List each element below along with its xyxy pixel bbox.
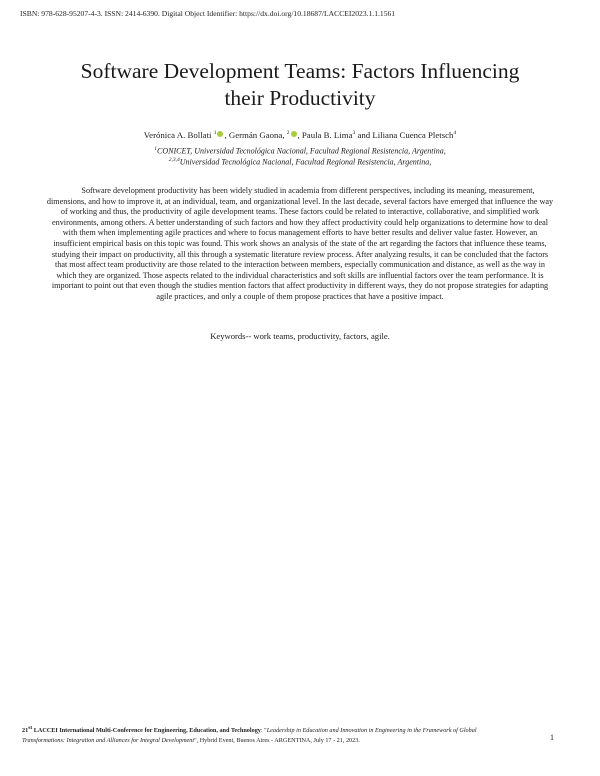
title-line-1: Software Development Teams: Factors Influencing	[80, 59, 520, 83]
doi-header: ISBN: 978-628-95207-4-3. ISSN: 2414-6390. Digital Object Identifier: https://dx.doi.org/10.18687/LACCEI2023.1.1.1561	[20, 9, 396, 18]
footer-theme-line-1: Leadership in Education and Innovation in Engineering in the Framework of Global	[266, 727, 477, 735]
footer-theme-line-2: Transformations: Integration and Alliances for Integral Development	[22, 737, 195, 745]
abstract	[45, 186, 555, 303]
author-1: Verónica A. Bollati	[143, 129, 212, 140]
affiliation-2-sup: 2,3,4	[168, 157, 180, 163]
author-3: Paula B. Lima	[301, 129, 353, 140]
footer-event-details: ", Hybrid Event, Buenos Aires - ARGENTINA, July 17 - 21, 2023.	[194, 737, 360, 745]
orcid-icon[interactable]	[217, 131, 223, 137]
author-2-sup: 2	[286, 130, 290, 136]
page-number: 1	[550, 733, 554, 742]
affiliation-1-sup: 1	[154, 146, 158, 152]
orcid-icon[interactable]	[291, 131, 297, 137]
affiliation-2-text: Universidad Tecnológica Nacional, Facultad Regional Resistencia, Argentina,	[179, 157, 432, 167]
title-line-2: their Productivity	[224, 86, 376, 110]
affiliation-1-text: CONICET, Universidad Tecnológica Nacional, Facultad Regional Resistencia, Argentina,	[157, 146, 446, 156]
author-conjunction: and	[357, 129, 371, 140]
author-3-sup: 3	[352, 130, 356, 136]
author-4-sup: 4	[453, 130, 457, 136]
author-2: Germán Gaona,	[228, 129, 285, 140]
author-1-sup: 1	[213, 130, 217, 136]
author-4: Liliana Cuenca Pletsch	[372, 129, 454, 140]
affiliation-2	[40, 155, 560, 168]
keywords: Keywords-- work teams, productivity, factors, agile.	[210, 331, 390, 341]
author-list: Verónica A. Bollati $^1$ , Germán Gaona, $^2$ , Paula B. Lima$^3$ and Liliana Cuenca Pletsch$^4$	[143, 129, 457, 140]
abstract-text: Software development productivity has been widely studied in academia from different perspectives, including its meaning, measurement, dimensions, and how to improve it, at an individual, team, and organizational level. In the last decade, several factors have emerged that influence the way of working and thus, the productivity of agile development teams. These factors could be related to interactive, collaborative, and simplified work environments, among others. A better understanding of such factors and how they affect productivity could help organizations to determine how to deal with them when implementing agile practices and where to focus management efforts to have better results and deliver value faster. However, an insufficient empirical basis on this topic was found. This work shows an analysis of the state of the art regarding the factors that influence these teams, studying their impact on productivity, all this through a systematic literature review process. After analyzing results, it can be concluded that the factors that most affect team productivity are those related to the interaction between members, especially communication and distance, as well as the way in which they are organized. Those aspects related to the individual characteristics and soft skills are influential factors over the team performance. It is important to point out that even though the studies mention factors that affect productivity in different ways, they do not propose strategies for adapting agile practices, and only a couple of them propose practices that have a positive impact.	[46, 186, 554, 301]
page-footer: 21st LACCEI International Multi-Conference for Engineering, Education, and Technology: "Leadership in Education and Innovation in Engineering in the Framework of Global Transformations: Integration and Alliances for Integral Development", Hybrid Event, Buenos Aires - ARGENTINA, July 17 - 21, 2023.	[22, 725, 477, 745]
footer-conference: 21st LACCEI International Multi-Conference for Engineering, Education, and Technology	[22, 725, 261, 735]
paper-title	[30, 58, 570, 112]
